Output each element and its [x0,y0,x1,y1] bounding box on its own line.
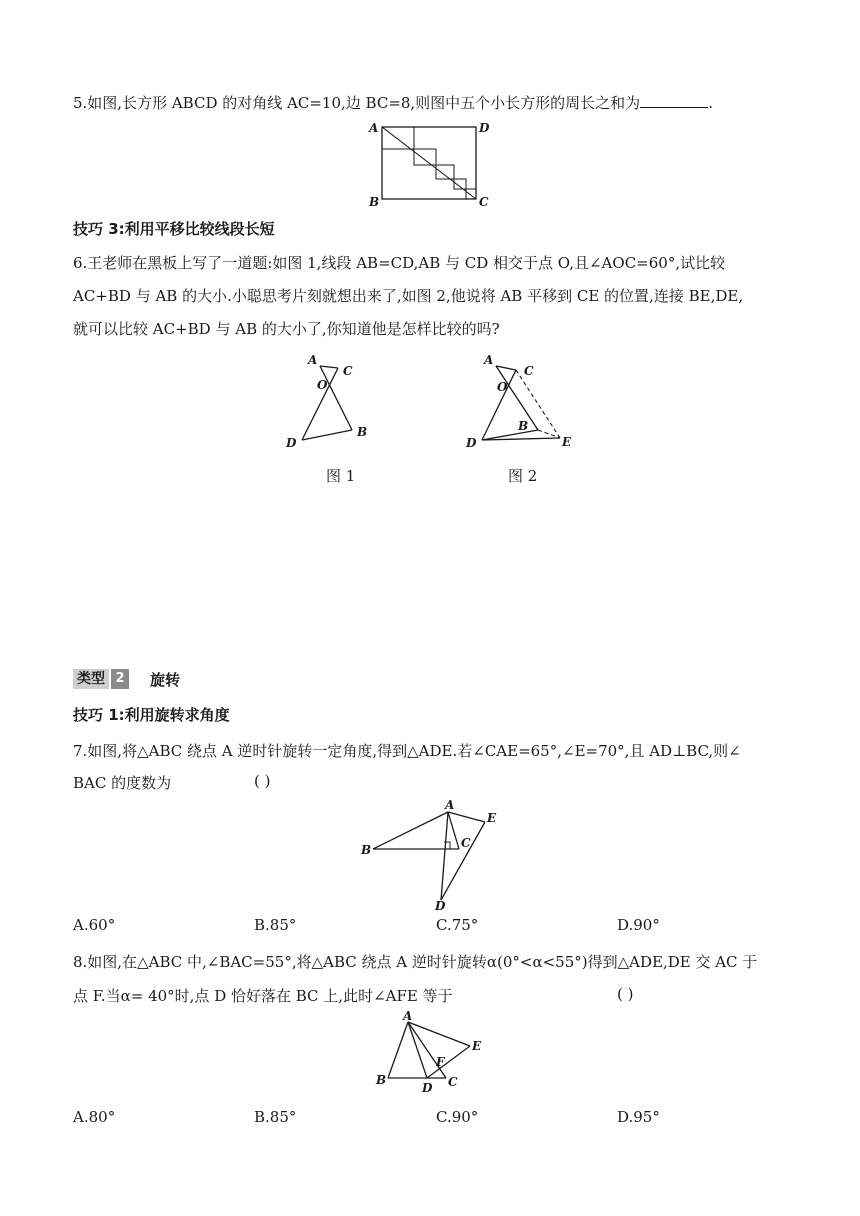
q6-fig2-label-a: A [484,353,494,367]
q7-label-d: D [435,899,446,910]
q8-line1: 8.如图,在△ABC 中,∠BAC=55°,将△ABC 绕点 A 逆时针旋转α(0°<α<55°)得到△ADE,DE 交 AC 于 [73,953,758,971]
type2-label: 类型 [73,669,109,689]
q7-label-e: E [487,811,497,825]
tip1-heading: 技巧 1:利用旋转求角度 [73,706,230,724]
q5-label-c: C [479,195,489,209]
q6-fig2-label-e: E [562,435,572,449]
q6-fig1-label-a: A [308,353,318,367]
type2-title: 旋转 [150,671,181,689]
q7-line2: BAC 的度数为 [73,774,172,792]
type2-number: 2 [111,669,129,689]
q8-label-e: E [472,1039,482,1053]
q5-label-a: A [369,121,379,135]
q5-label-b: B [369,195,380,209]
q6-fig1-label-o: O [317,378,328,392]
q6-line1: 6.王老师在黑板上写了一道题:如图 1,线段 AB=CD,AB 与 CD 相交于点 O,且∠AOC=60°,试比较 [73,254,726,272]
q6-fig2-label-o: O [497,380,508,394]
q8-label-f: F [436,1055,445,1069]
q7-option-d[interactable]: D.90° [617,916,660,934]
q8-option-c[interactable]: C.90° [436,1108,479,1126]
q6-fig2-caption: 图 2 [508,467,538,485]
q7-option-c[interactable]: C.75° [436,916,479,934]
tip3-heading: 技巧 3:利用平移比较线段长短 [73,220,275,238]
q8-label-a: A [403,1010,413,1023]
q8-label-b: B [376,1073,387,1087]
q8-figure [370,1010,490,1096]
q6-fig1-label-c: C [343,364,353,378]
q7-option-b[interactable]: B.85° [254,916,297,934]
q6-fig2-label-c: C [524,364,534,378]
q8-label-c: C [448,1075,458,1089]
q5-text [73,92,713,113]
q7-answer-paren[interactable]: ( ) [254,772,271,790]
q6-figure-2 [460,348,580,454]
q5-statement: 5.如图,长方形 ABCD 的对角线 AC=10,边 BC=8,则图中五个小长方形的周长之和为 [73,94,641,112]
q7-line1: 7.如图,将△ABC 绕点 A 逆时针旋转一定角度,得到△ADE.若∠CAE=65°,∠E=70°,且 AD⊥BC,则∠ [73,742,741,760]
q7-label-a: A [445,798,455,812]
q8-option-a[interactable]: A.80° [73,1108,116,1126]
q5-figure [365,118,495,212]
q5-label-d: D [479,121,490,135]
q6-line2: AC+BD 与 AB 的大小.小聪思考片刻就想出来了,如图 2,他说将 AB 平移到 CE 的位置,连接 BE,DE, [73,287,744,305]
q6-fig1-caption: 图 1 [326,467,356,485]
q7-option-a[interactable]: A.60° [73,916,116,934]
q6-fig2-label-b: B [518,419,529,433]
q6-line3: 就可以比较 AC+BD 与 AB 的大小了,你知道他是怎样比较的吗? [73,320,500,338]
q5-answer-blank[interactable] [640,93,708,108]
q8-option-b[interactable]: B.85° [254,1108,297,1126]
q8-answer-paren[interactable]: ( ) [617,985,634,1003]
type2-badge [73,669,137,689]
q6-fig1-label-d: D [286,436,297,450]
q6-figure-1 [280,348,380,454]
q7-label-b: B [361,843,372,857]
q7-figure [355,798,505,910]
q6-fig1-label-b: B [357,425,368,439]
q5-period: . [708,94,713,112]
q8-option-d[interactable]: D.95° [617,1108,660,1126]
q8-line2: 点 F.当α= 40°时,点 D 恰好落在 BC 上,此时∠AFE 等于 [73,987,453,1005]
q8-label-d: D [422,1081,433,1095]
q7-label-c: C [461,836,471,850]
q6-fig2-label-d: D [466,436,477,450]
